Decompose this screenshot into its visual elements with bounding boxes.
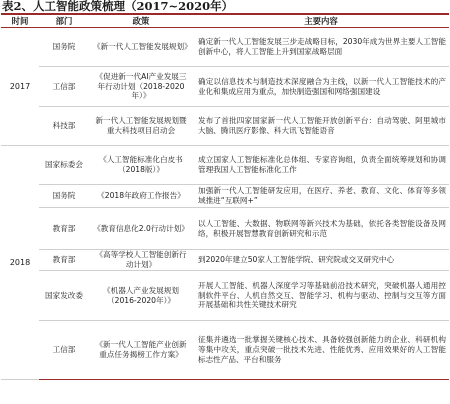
department-cell: 工信部: [39, 321, 89, 380]
policy-cell: 新一代人工智能发展规划暨重大科技项目启动会: [89, 107, 193, 146]
year-cell-2018: 2018: [1, 146, 39, 380]
content-cell: 加强新一代人工智能研发应用，在医疗、养老、教育、文化、体育等多领域推进“互联网+”: [193, 185, 449, 208]
department-cell: 教育部: [39, 208, 89, 250]
table-row: [1, 28, 449, 67]
department-cell: 国务院: [39, 185, 89, 208]
content-cell: 到2020年建立50家人工智能学院、研究院或交叉研究中心: [193, 250, 449, 271]
policy-table: [1, 13, 449, 380]
policy-cell: 《人工智能标准化白皮书（2018版）》: [89, 146, 193, 185]
table-row: [1, 107, 449, 146]
content-cell: 确定以信息技术与制造技术深度融合为主线，以新一代人工智能技术的产业化和集成应用为重点，加快制造强国和网络强国建设: [193, 67, 449, 107]
department-cell: 国家标委会: [39, 146, 89, 185]
header-content: 主要内容: [193, 14, 449, 28]
department-cell: 科技部: [39, 107, 89, 146]
table-row: [1, 271, 449, 321]
table-row: [1, 67, 449, 107]
content-cell: 以人工智能、大数据、物联网等新兴技术为基础，依托各类智能设备及网络，积极开展智慧教育创新研究和示范: [193, 208, 449, 250]
table-row: [1, 185, 449, 208]
table-row: [1, 208, 449, 250]
department-cell: 国务院: [39, 28, 89, 67]
content-cell: 开展人工智能、机器人深度学习等基础前沿技术研究，突破机器人通用控制软件平台、人机自然交互、智能学习、机构与驱动、控制与交互等方面开展基础和共性关键技术研究: [193, 271, 449, 321]
department-cell: 工信部: [39, 67, 89, 107]
content-cell: 发布了首批四家国家新一代人工智能开放创新平台：自动驾驶、阿里城市大脑、腾讯医疗影像、科大讯飞智能语音: [193, 107, 449, 146]
table-row: [1, 321, 449, 380]
year-cell-2017: 2017: [1, 28, 39, 146]
policy-cell: 《新一代人工智能产业创新重点任务揭榜工作方案》: [89, 321, 193, 380]
policy-cell: 《高等学校人工智能创新行动计划》: [89, 250, 193, 271]
header-time: 时间: [1, 14, 39, 28]
department-cell: 教育部: [39, 250, 89, 271]
policy-cell: 《新一代人工智能发展规划》: [89, 28, 193, 67]
content-cell: 成立国家人工智能标准化总体组、专家咨询组，负责全面统筹规划和协调管理我国人工智能标准化工作: [193, 146, 449, 185]
header-policy: 政策: [89, 14, 193, 28]
table-row: [1, 146, 449, 185]
policy-cell: 《促进新一代AI产业发展三年行动计划（2018-2020年）》: [89, 67, 193, 107]
table-row: [1, 250, 449, 271]
policy-cell: 《教育信息化2.0行动计划》: [89, 208, 193, 250]
header-department: 部门: [39, 14, 89, 28]
content-cell: 征集并遴选一批掌握关键核心技术、具备较强创新能力的企业、科研机构等集中攻关，重点突破一批技术先进、性能优秀、应用效果好的人工智能标志性产品、平台和服务: [193, 321, 449, 380]
policy-cell: 《机器人产业发展规划（2016-2020年）》: [89, 271, 193, 321]
policy-cell: 《2018年政府工作报告》: [89, 185, 193, 208]
table-caption: 表2、人工智能政策梳理（2017~2020年）: [2, 0, 234, 13]
table-header-row: [1, 14, 449, 28]
content-cell: 确定新一代人工智能发展三步走战略目标，2030年成为世界主要人工智能创新中心，将人工智能上升到国家战略层面: [193, 28, 449, 67]
department-cell: 国家发改委: [39, 271, 89, 321]
